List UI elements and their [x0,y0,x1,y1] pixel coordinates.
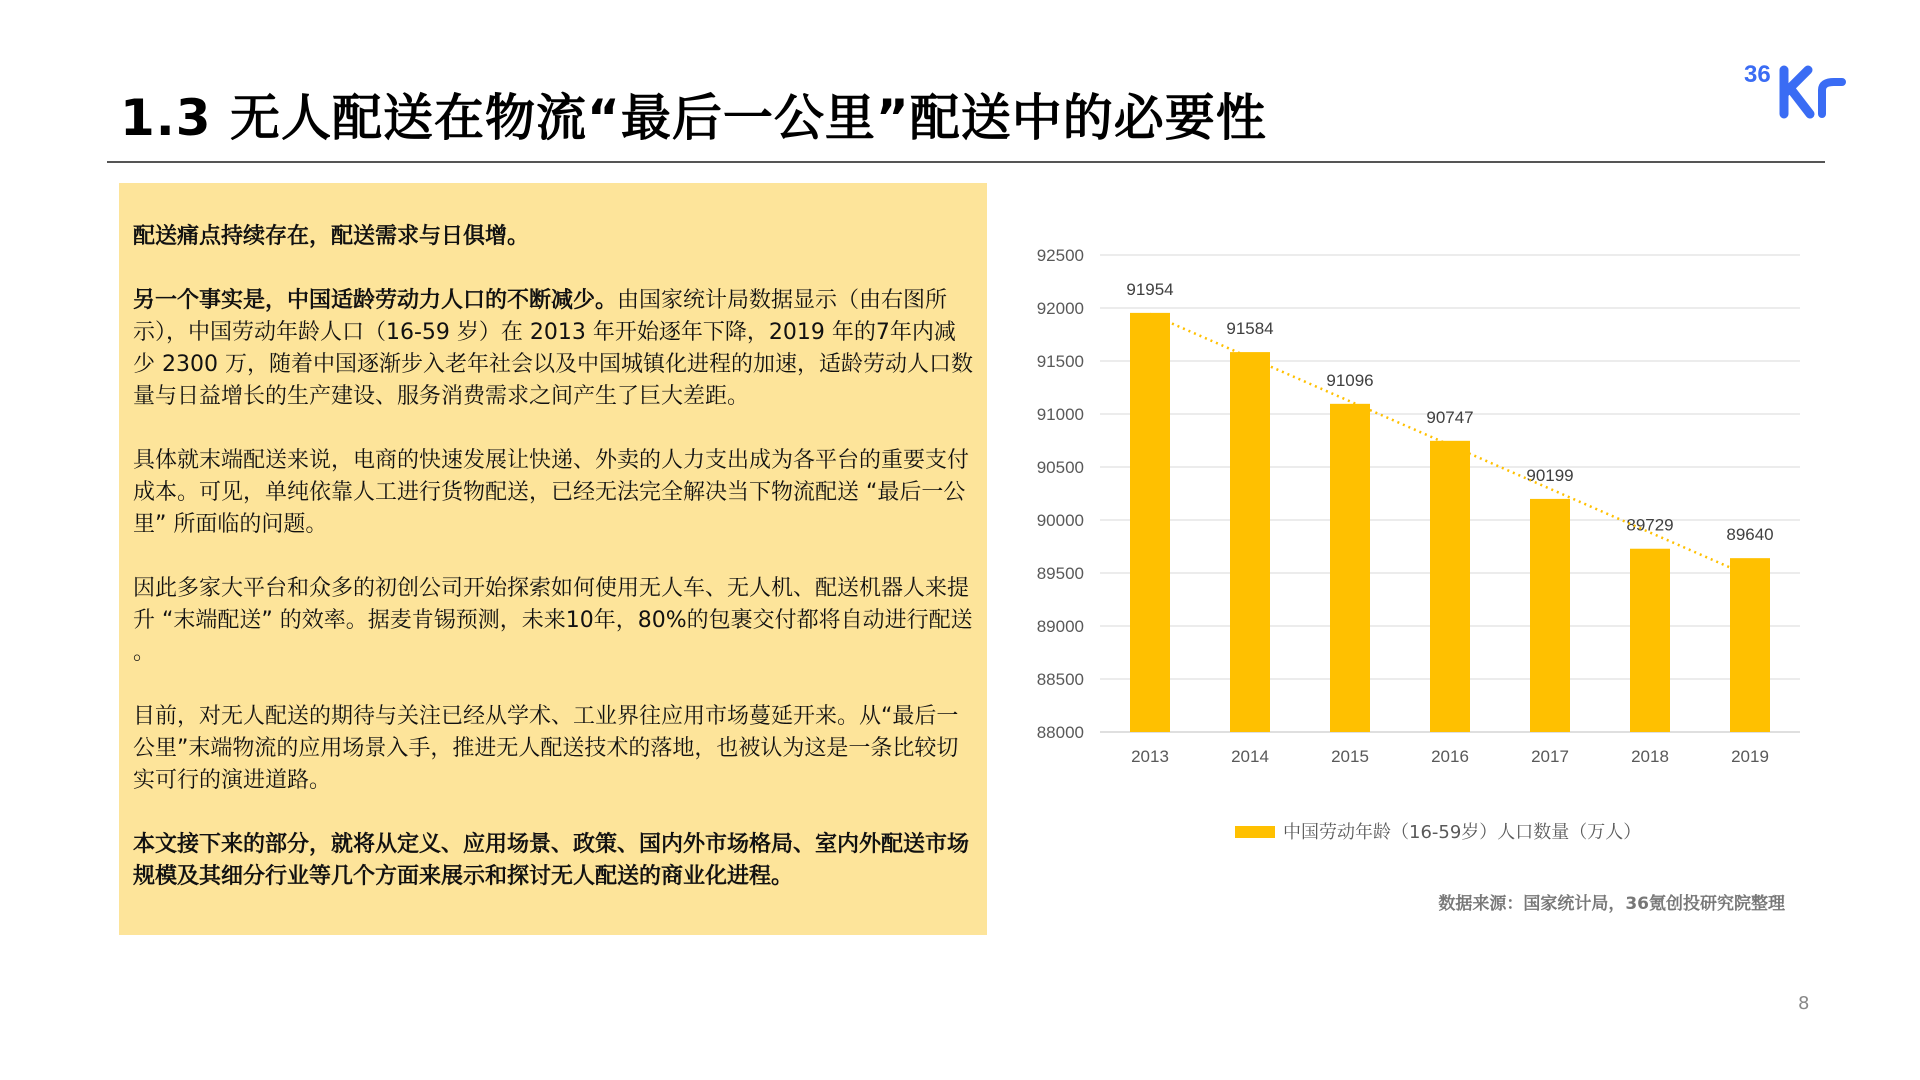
paragraph-6-bold: 本文接下来的部分，就将从定义、应用场景、政策、国内外市场格局、室内外配送市场规模及其细分行业等几个方面来展示和探讨无人配送的商业化进程。 [133,832,970,889]
logo-graphic [1742,56,1854,120]
data-source: 数据来源：国家统计局，36氪创投研究院整理 [1438,894,1785,914]
y-tick-label: 88500 [1036,670,1084,689]
bar [1330,404,1370,732]
bar [1530,499,1570,732]
y-tick-label: 92000 [1036,299,1084,318]
x-tick-label: 2019 [1731,747,1769,766]
x-tick-label: 2013 [1131,747,1169,766]
data-label: 91584 [1226,319,1274,339]
data-label: 91096 [1326,370,1374,390]
bar [1130,313,1170,732]
x-tick-label: 2018 [1631,747,1669,766]
y-tick-label: 91500 [1036,352,1084,371]
y-tick-label: 90500 [1036,458,1084,477]
bar [1730,558,1770,732]
svg-text:36: 36 [1744,61,1771,88]
data-label: 91954 [1126,279,1174,299]
data-label: 90747 [1426,407,1474,427]
chart-container [1010,220,1820,920]
paragraph-3: 具体就末端配送来说，电商的快速发展让快递、外卖的人力支出成为各平台的重要支付成本。可见，单纯依靠人工进行货物配送，已经无法完全解决当下物流配送 “最后一公里” 所面临的问题。 [133,448,970,537]
x-tick-label: 2015 [1331,747,1369,766]
y-tick-label: 89500 [1036,564,1084,583]
bar [1430,441,1470,732]
legend-swatch [1235,826,1275,838]
paragraph-5: 目前，对无人配送的期待与关注已经从学术、工业界往应用市场蔓延开来。从“最后一公里”末端物流的应用场景入手，推进无人配送技术的落地，也被认为这是一条比较切实可行的演进道路。 [133,704,959,793]
y-tick-label: 88000 [1036,723,1084,742]
page-title: 1.3 无人配送在物流“最后一公里”配送中的必要性 [120,89,1267,147]
paragraph-2 [133,285,973,413]
paragraph-6 [133,829,973,893]
population-bar-chart [1010,220,1820,920]
y-tick-label: 90000 [1036,511,1084,530]
paragraph-4: 因此多家大平台和众多的初创公司开始探索如何使用无人车、无人机、配送机器人来提升 “末端配送” 的效率。据麦肯锡预测，未来10年，80%的包裹交付都将自动进行配送 。 [133,576,973,665]
legend-label: 中国劳动年龄（16-59岁）人口数量（万人） [1283,822,1642,843]
header-divider [107,161,1825,163]
y-tick-label: 89000 [1036,617,1084,636]
bar [1230,352,1270,732]
x-tick-label: 2017 [1531,747,1569,766]
text-panel [119,183,987,935]
y-tick-label: 92500 [1036,246,1084,265]
data-label: 90199 [1526,465,1574,485]
paragraph-2-bold: 另一个事实是，中国适龄劳动力人口的不断减少。 [133,288,618,313]
data-label: 89640 [1726,525,1774,545]
x-tick-label: 2016 [1431,747,1469,766]
page-number: 8 [1798,993,1810,1014]
bar [1630,549,1670,732]
paragraph-1 [133,221,973,253]
paragraph-2-text: 由国家统计局数据显示（由右图所示），中国劳动年龄人口（16-59 岁）在 2013 年开始逐年下降，2019 年的7年内减少 2300 万，随着中国逐渐步入老年社会以及中国城镇化进程的加速，适龄劳动人口数量与日益增长的生产建设、服务消费需求之间产生了巨大差距。 [133,288,973,409]
x-tick-label: 2014 [1231,747,1269,766]
data-label: 89729 [1626,515,1674,535]
paragraph-1-bold: 配送痛点持续存在，配送需求与日俱增。 [133,224,530,249]
36kr-logo [1742,56,1854,120]
y-tick-label: 91000 [1036,405,1084,424]
